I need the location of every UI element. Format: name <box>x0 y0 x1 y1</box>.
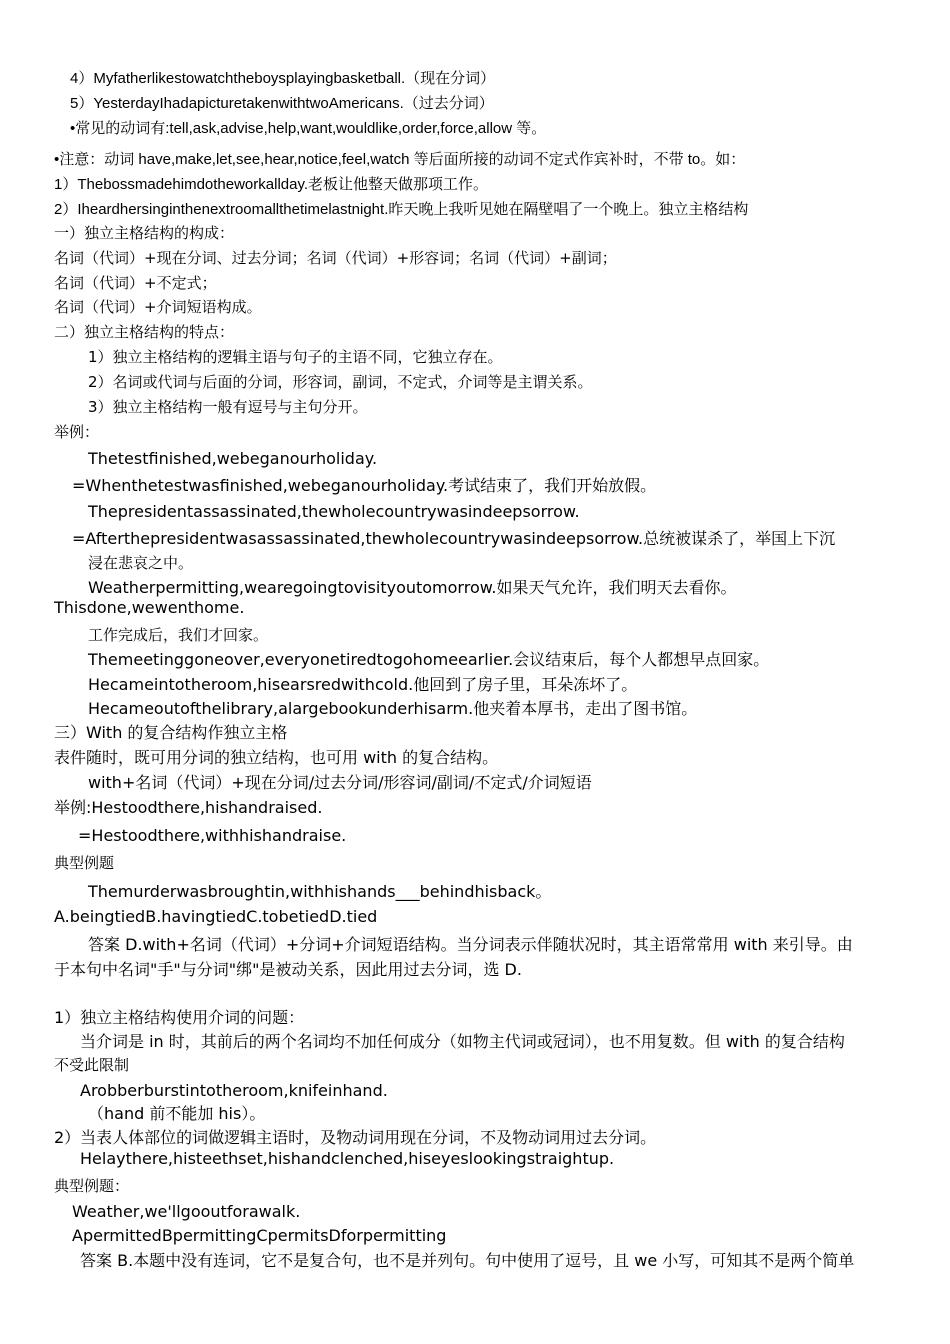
text-line: 名词（代词）+现在分词、过去分词；名词（代词）+形容词；名词（代词）+副词； <box>54 249 617 267</box>
text-line: 名词（代词）+介词短语构成。 <box>54 298 262 316</box>
example-sentence: Themeetinggoneover,everyonetiredtogohomeearlier.会议结束后，每个人都想早点回家。 <box>88 650 770 669</box>
text-line: 工作完成后，我们才回家。 <box>88 626 269 644</box>
text-line: （hand 前不能加 his）。 <box>88 1104 266 1123</box>
section-heading: 三）With 的复合结构作独立主格 <box>54 723 288 742</box>
answer-text: 答案 B.本题中没有连词，它不是复合句，也不是并列句。句中使用了逗号，且 we 小写，可知其不是两个简单 <box>80 1251 855 1270</box>
text-line: 3）独立主格结构一般有逗号与主句分开。 <box>88 398 368 416</box>
text-line: 1）Thebossmadehimdotheworkallday.老板让他整天做那项工作。 <box>54 176 489 193</box>
section-heading: 典型例题： <box>54 1177 130 1195</box>
section-heading: 一）独立主格结构的构成： <box>54 224 235 242</box>
text-line: 名词（代词）+不定式； <box>54 274 217 292</box>
section-heading: 典型例题 <box>54 854 115 872</box>
text-line: 表件随时，既可用分词的独立结构，也可用 with 的复合结构。 <box>54 748 499 767</box>
example-sentence: =Hestoodthere,withhishandraise. <box>78 826 347 845</box>
section-heading: 1）独立主格结构使用介词的问题： <box>54 1008 305 1027</box>
example-sentence: 举例:Hestoodthere,hishandraised. <box>54 798 323 817</box>
text-line: 4）Myfatherlikestowatchtheboysplayingbasketball.（现在分词） <box>70 70 496 87</box>
section-heading: 二）独立主格结构的特点： <box>54 323 235 341</box>
text-line: 2）名词或代词与后面的分词，形容词，副词，不定式，介词等是主谓关系。 <box>88 373 593 391</box>
example-sentence: Arobberburstintotheroom,knifeinhand. <box>80 1081 388 1100</box>
text-line: 2）Iheardhersinginthenextroomallthetimelastnight.昨天晚上我听见她在隔壁唱了一个晚上。独立主格结构 <box>54 201 749 218</box>
text-line: •常见的动词有:tell,ask,advise,help,want,wouldlike,order,force,allow 等。 <box>70 120 547 137</box>
example-sentence: Helaythere,histeethset,hishandclenched,hiseyeslookingstraightup. <box>80 1149 615 1168</box>
text-line: 5）YesterdayIhadapicturetakenwithtwoAmericans.（过去分词） <box>70 95 494 112</box>
answer-text: 答案 D.with+名词（代词）+分词+介词短语结构。当分词表示伴随状况时，其主语常常用 with 来引导。由 <box>88 935 853 954</box>
example-sentence: =Whenthetestwasfinished,webeganourholiday.考试结束了，我们开始放假。 <box>72 476 657 495</box>
example-sentence: Hecameoutofthelibrary,alargebookunderhisarm.他夹着本厚书，走出了图书馆。 <box>88 699 698 718</box>
text-line: with+名词（代词）+现在分词/过去分词/形容词/副词/不定式/介词短语 <box>88 773 592 792</box>
example-sentence: Hecameintotheroom,hisearsredwithcold.他回到了房子里，耳朵冻坏了。 <box>88 675 638 694</box>
example-sentence: =Afterthepresidentwasassassinated,thewholecountrywasindeepsorrow.总统被谋杀了，举国上下沉 <box>72 529 836 548</box>
text-line: 浸在悲哀之中。 <box>88 554 194 572</box>
text-line: 当介词是 in 时，其前后的两个名词均不加任何成分（如物主代词或冠词），也不用复数。但 with 的复合结构 <box>80 1032 845 1051</box>
answer-options: A.beingtiedB.havingtiedC.tobetiedD.tied <box>54 907 378 926</box>
text-line: •注意：动词 have,make,let,see,hear,notice,feel,watch 等后面所接的动词不定式作宾补时，不带 to。如： <box>54 151 746 168</box>
text-line: 举例： <box>54 423 100 441</box>
example-sentence: Themurderwasbroughtin,withhishands___behindhisback。 <box>88 882 552 901</box>
text-line: 1）独立主格结构的逻辑主语与句子的主语不同，它独立存在。 <box>88 348 503 366</box>
answer-options: ApermittedBpermittingCpermitsDforpermitting <box>72 1226 447 1245</box>
example-sentence: Thetestfinished,webeganourholiday. <box>88 449 378 468</box>
example-sentence: Weatherpermitting,wearegoingtovisityoutomorrow.如果天气允许，我们明天去看你。 <box>88 578 737 597</box>
example-sentence: Thisdone,wewenthome. <box>54 598 245 617</box>
example-sentence: Weather,we'llgooutforawalk. <box>72 1202 301 1221</box>
answer-text: 于本句中名词"手"与分词"绑"是被动关系，因此用过去分词，选 D. <box>54 960 522 979</box>
text-line: 2）当表人体部位的词做逻辑主语时，及物动词用现在分词，不及物动词用过去分词。 <box>54 1128 657 1147</box>
text-line: 不受此限制 <box>54 1056 130 1074</box>
example-sentence: Thepresidentassassinated,thewholecountrywasindeepsorrow. <box>88 502 580 521</box>
